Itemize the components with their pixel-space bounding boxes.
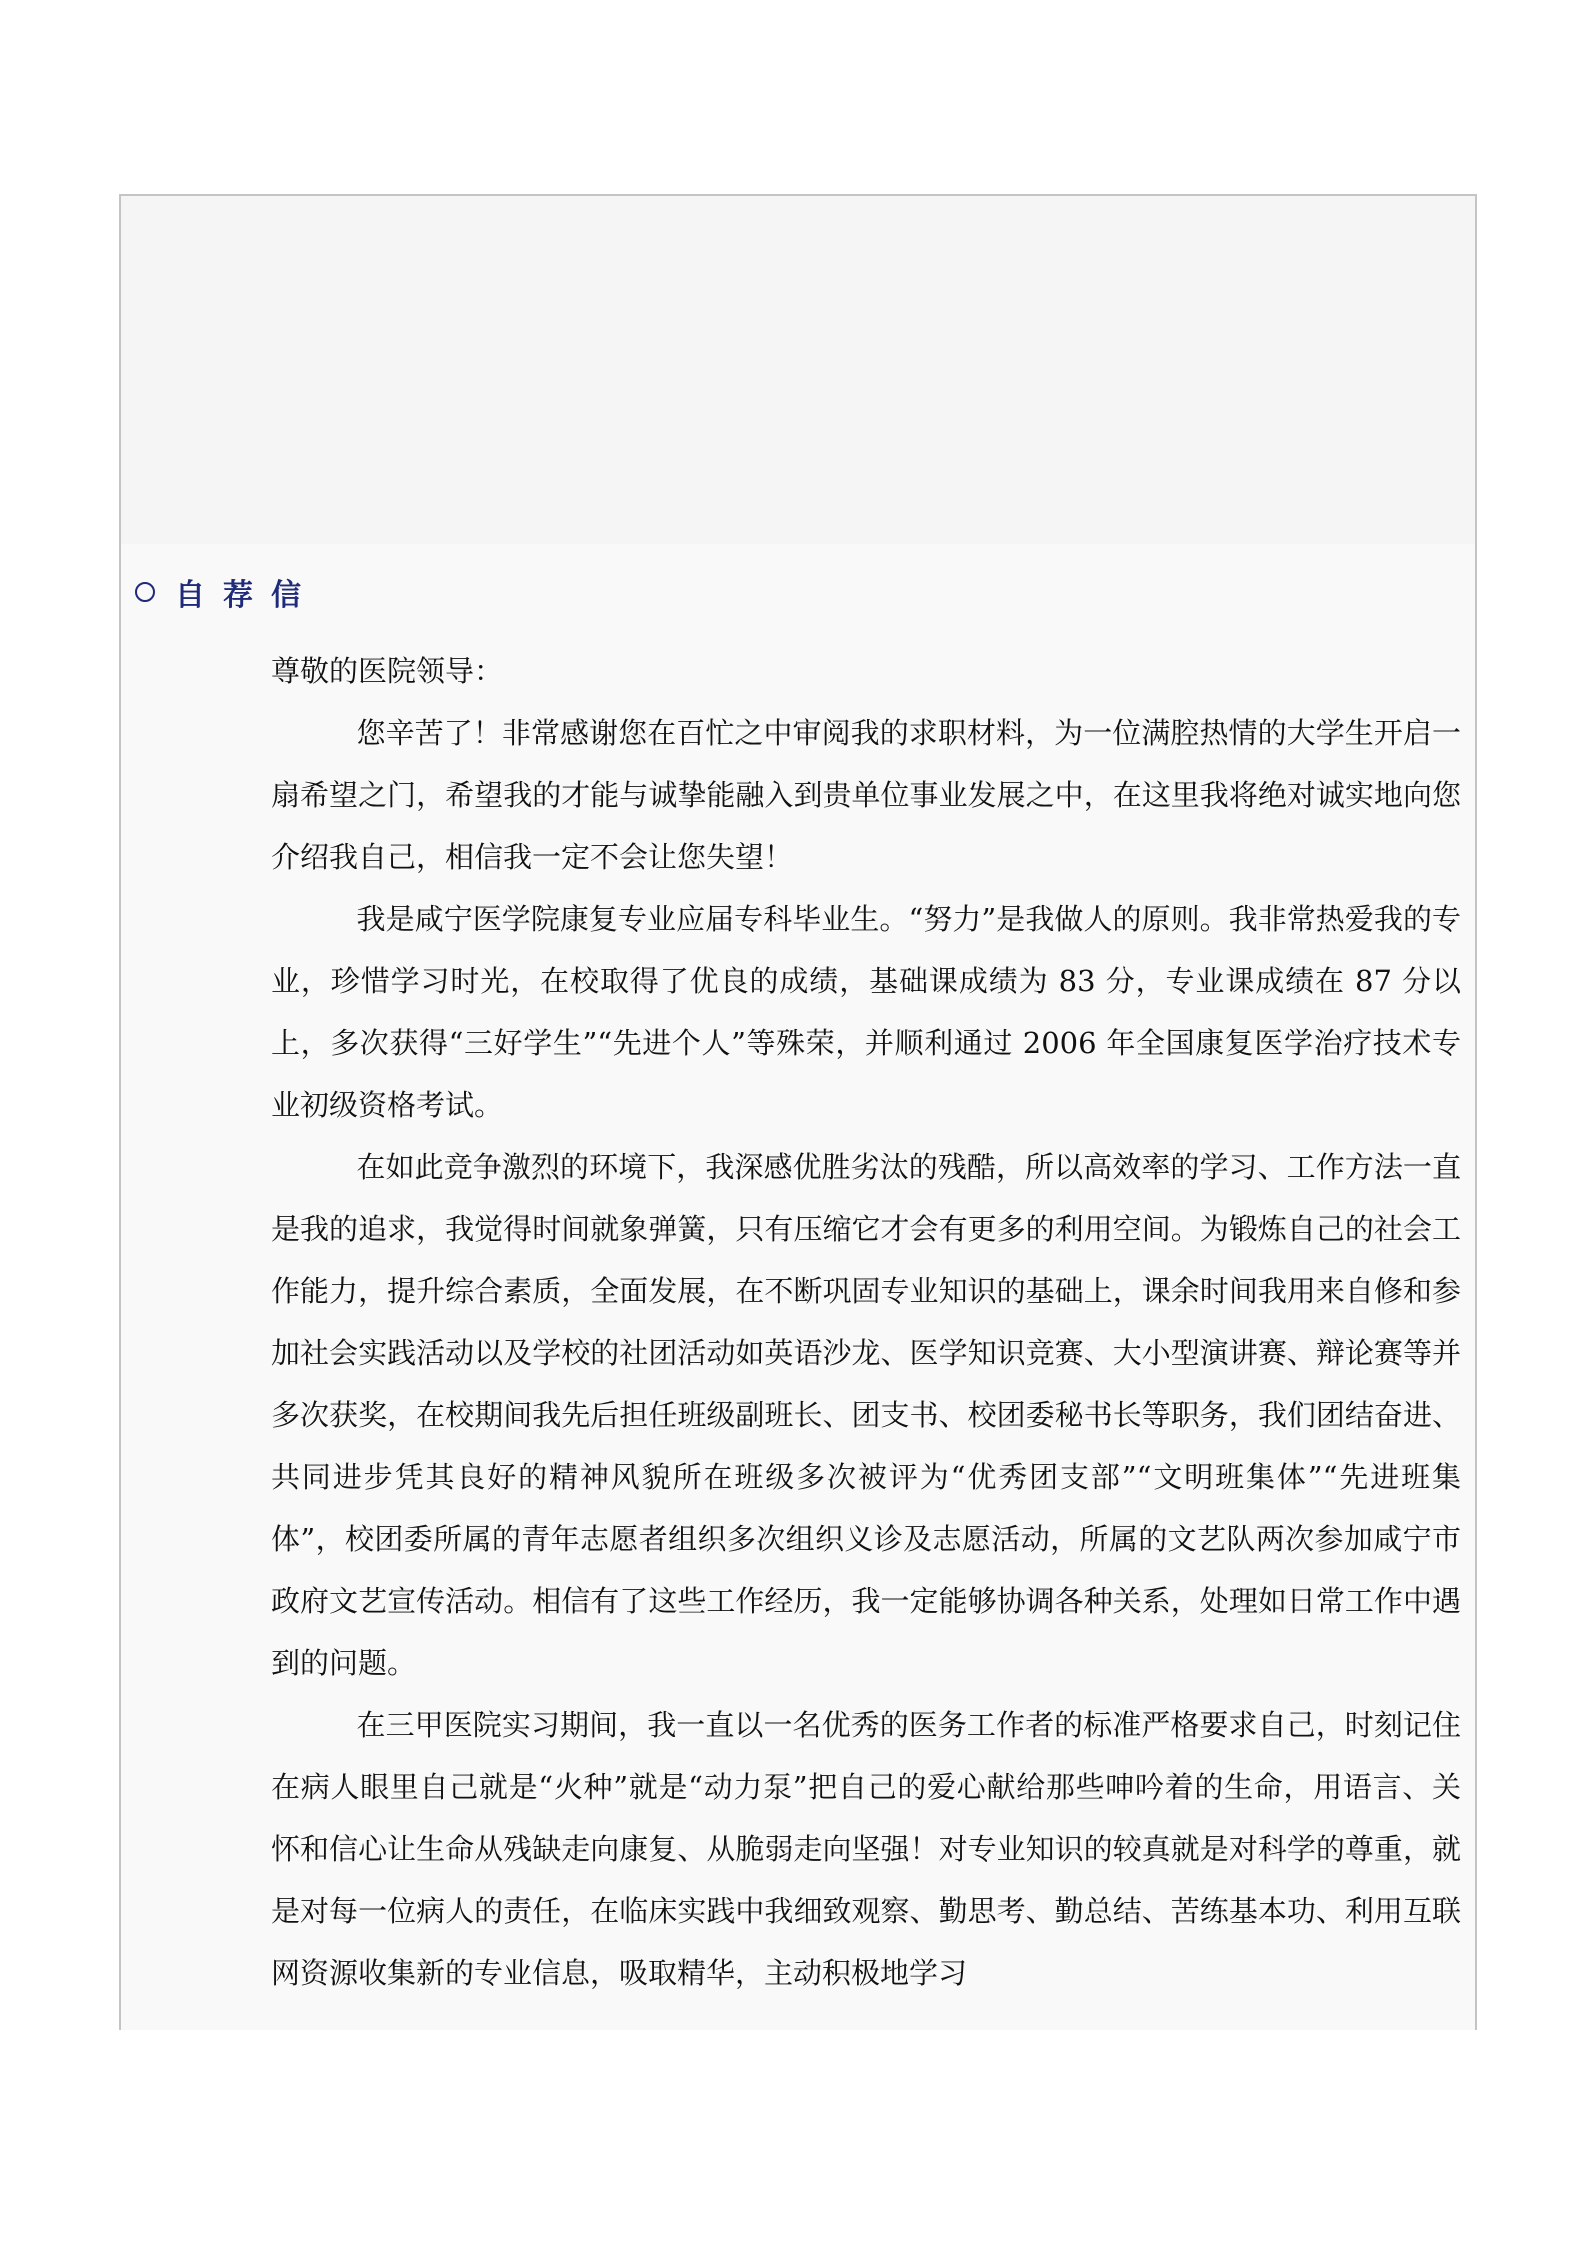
paragraph-1: 您辛苦了！非常感谢您在百忙之中审阅我的求职材料，为一位满腔热情的大学生开启一扇希望之门，希望我的才能与诚挚能融入到贵单位事业发展之中，在这里我将绝对诚实地向您介绍我自己，相信我一定不会让您失望！ [271,716,1461,874]
letter-content [121,544,1475,2030]
letter-frame [119,194,1477,2030]
blank-header-area [121,196,1475,545]
section-heading [135,572,319,612]
circle-bullet-icon [135,582,155,602]
letter-body [271,640,1461,2004]
heading-title: 自荐信 [175,578,319,613]
paragraph-3: 在如此竞争激烈的环境下，我深感优胜劣汰的残酷，所以高效率的学习、工作方法一直是我的追求，我觉得时间就象弹簧，只有压缩它才会有更多的利用空间。为锻炼自己的社会工作能力，提升综合素质，全面发展，在不断巩固专业知识的基础上，课余时间我用来自修和参加社会实践活动以及学校的社团活动如英语沙龙、医学知识竞赛、大小型演讲赛、辩论赛等并多次获奖，在校期间我先后担任班级副班长、团支书、校团委秘书长等职务，我们团结奋进、共同进步凭其良好的精神风貌所在班级多次被评为“优秀团支部”“文明班集体”“先进班集体”，校团委所属的青年志愿者组织多次组织义诊及志愿活动，所属的文艺队两次参加咸宁市政府文艺宣传活动。相信有了这些工作经历，我一定能够协调各种关系，处理如日常工作中遇到的问题。 [271,1150,1461,1680]
salutation: 尊敬的医院领导： [271,654,504,688]
paragraph-4: 在三甲医院实习期间，我一直以一名优秀的医务工作者的标准严格要求自己，时刻记住在病人眼里自己就是“火种”就是“动力泵”把自己的爱心献给那些呻吟着的生命，用语言、关怀和信心让生命从残缺走向康复、从脆弱走向坚强！对专业知识的较真就是对科学的尊重，就是对每一位病人的责任，在临床实践中我细致观察、勤思考、勤总结、苦练基本功、利用互联网资源收集新的专业信息，吸取精华，主动积极地学习 [271,1708,1461,1990]
paragraph-2: 我是咸宁医学院康复专业应届专科毕业生。“努力”是我做人的原则。我非常热爱我的专业，珍惜学习时光，在校取得了优良的成绩，基础课成绩为 83 分，专业课成绩在 87 分以上，多次获得“三好学生”“先进个人”等殊荣，并顺利通过 2006 年全国康复医学治疗技术专业初级资格考试。 [271,902,1461,1122]
